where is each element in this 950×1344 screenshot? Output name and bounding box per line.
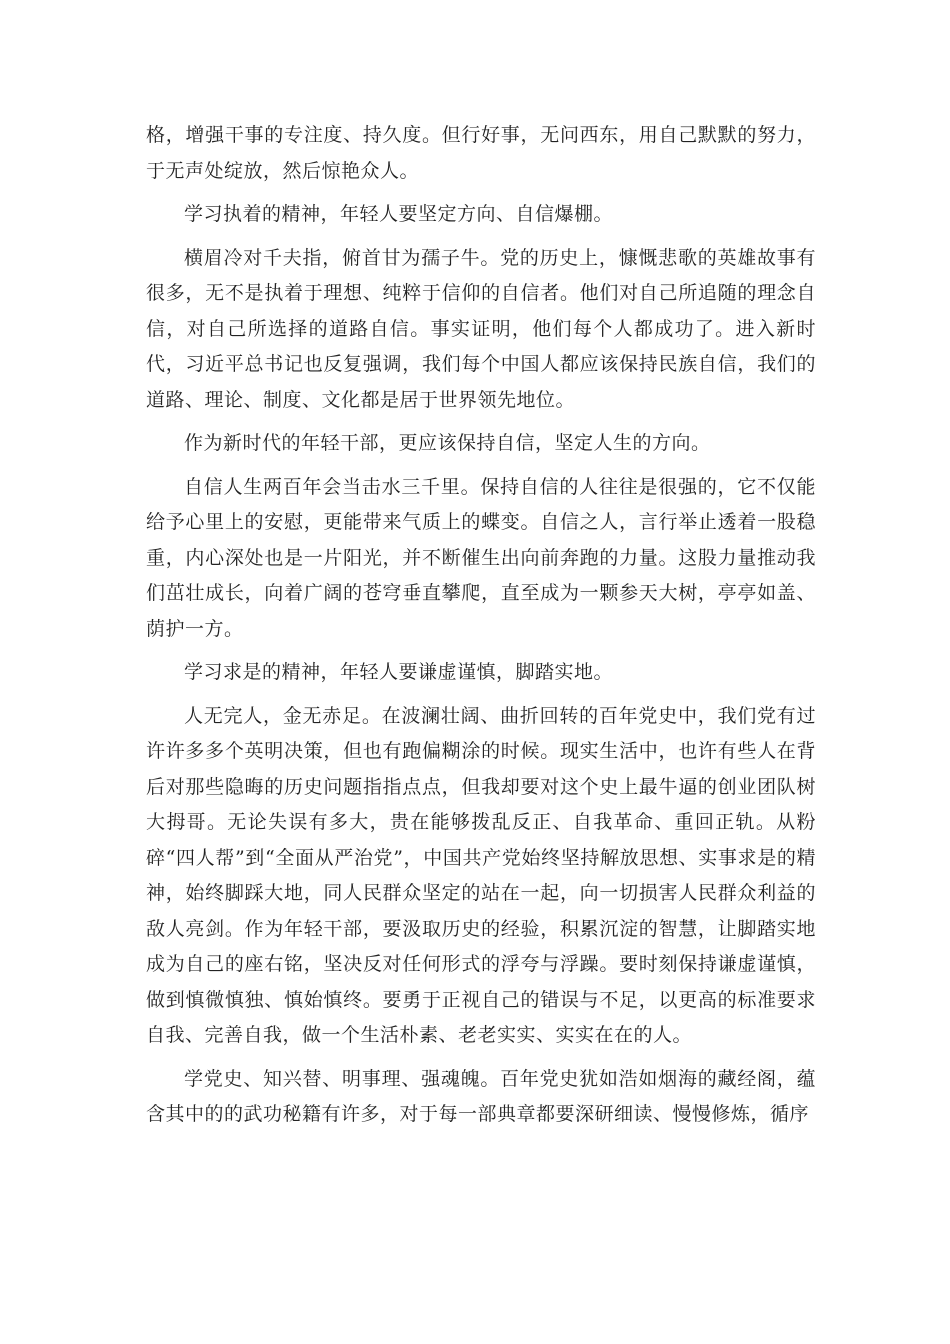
paragraph-no-one-perfect: 人无完人，金无赤足。在波澜壮阔、曲折回转的百年党史中，我们党有过许许多多个英明决策，但也有跑偏糊涂的时候。现实生活中，也许有些人在背后对那些隐晦的历史问题指指点点，但我却要对这个史上最牛逼的创业团队树大拇哥。无论失误有多大，贵在能够拨乱反正、自我革命、重回正轨。从粉碎“四人帮”到“全面从严治党”，中国共产党始终坚持解放思想、实事求是的精神，始终脚踩大地，同人民群众坚定的站在一起，向一切损害人民群众利益的敌人亮剑。作为年轻干部，要汲取历史的经验，积累沉淀的智慧，让脚踏实地成为自己的座右铭，坚决反对任何形式的浮夸与浮躁。要时刻保持谦虚谨慎，做到慎微慎独、慎始慎终。要勇于正视自己的错误与不足，以更高的标准要求自我、完善自我，做一个生活朴素、老老实实、实实在在的人。	[146, 704, 816, 1046]
paragraph-confidence-history: 横眉冷对千夫指，俯首甘为孺子牛。党的历史上，慷慨悲歌的英雄故事有很多，无不是执着于理想、纯粹于信仰的自信者。他们对自己所追随的理念自信，对自己所选择的道路自信。事实证明，他们每个人都成功了。进入新时代，习近平总书记也反复强调，我们每个中国人都应该保持民族自信，我们的道路、理论、制度、文化都是居于世界领先地位。	[146, 246, 816, 411]
paragraph-study-party-history: 学党史、知兴替、明事理、强魂魄。百年党史犹如浩如烟海的藏经阁，蕴含其中的的武功秘籍有许多，对于每一部典章都要深研细读、慢慢修炼，循序	[146, 1067, 816, 1125]
paragraph-heading-persistence: 学习执着的精神，年轻人要坚定方向、自信爆棚。	[184, 203, 614, 225]
paragraph-confident-life: 自信人生两百年会当击水三千里。保持自信的人往往是很强的，它不仅能给予心里上的安慰，更能带来气质上的蝶变。自信之人，言行举止透着一股稳重，内心深处也是一片阳光，并不断催生出向前奔跑的力量。这股力量推动我们茁壮成长，向着广阔的苍穹垂直攀爬，直至成为一颗参天大树，亭亭如盖、荫护一方。	[146, 475, 816, 640]
paragraph-continuation: 格，增强干事的专注度、持久度。但行好事，无问西东，用自己默默的努力，于无声处绽放，然后惊艳众人。	[146, 124, 816, 182]
paragraph-young-cadres-confidence: 作为新时代的年轻干部，更应该保持自信，坚定人生的方向。	[184, 432, 711, 454]
paragraph-heading-truth-seeking: 学习求是的精神，年轻人要谦虚谨慎，脚踏实地。	[184, 661, 614, 683]
document-body	[146, 118, 816, 1141]
